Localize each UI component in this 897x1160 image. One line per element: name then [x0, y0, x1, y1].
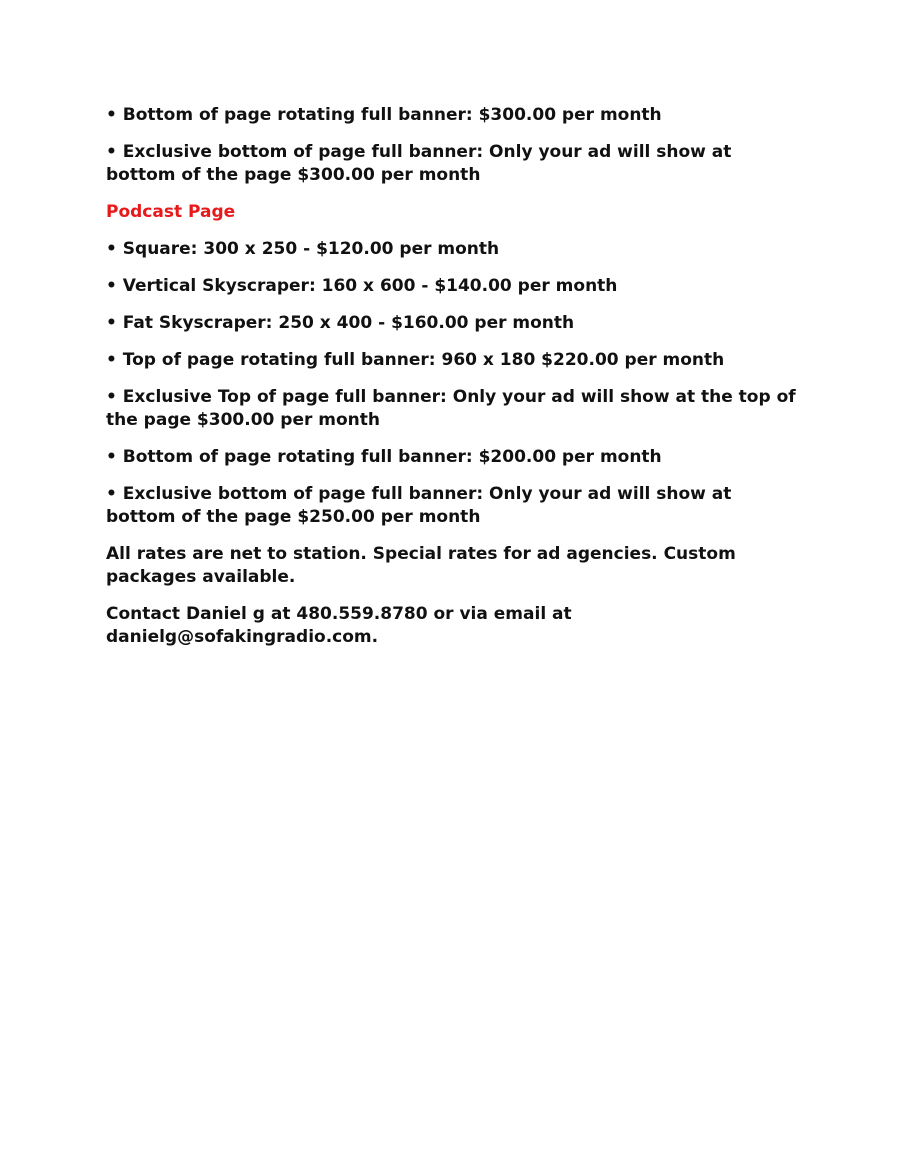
- list-item: • Fat Skyscraper: 250 x 400 - $160.00 per month: [106, 313, 575, 333]
- list-item: • Exclusive bottom of page full banner: Only your ad will show at bottom of the page $300.00 per month: [106, 142, 732, 185]
- list-item: • Exclusive bottom of page full banner: Only your ad will show at bottom of the page $250.00 per month: [106, 484, 732, 527]
- contact-info: [106, 603, 806, 649]
- list-item: • Vertical Skyscraper: 160 x 600 - $140.00 per month: [106, 276, 618, 296]
- rates-note: All rates are net to station. Special rates for ad agencies. Custom packages available.: [106, 544, 736, 587]
- contact-email: danielg@sofakingradio.com.: [106, 627, 379, 647]
- list-item: • Square: 300 x 250 - $120.00 per month: [106, 239, 500, 259]
- list-item: • Bottom of page rotating full banner: $200.00 per month: [106, 447, 662, 467]
- list-item: • Bottom of page rotating full banner: $300.00 per month: [106, 105, 662, 125]
- list-item: • Exclusive Top of page full banner: Only your ad will show at the top of the page $300.00 per month: [106, 387, 796, 430]
- document-page: [106, 104, 806, 663]
- section-heading-podcast-page: Podcast Page: [106, 202, 236, 222]
- contact-line: Contact Daniel g at 480.559.8780 or via email at: [106, 604, 572, 624]
- list-item: • Top of page rotating full banner: 960 x 180 $220.00 per month: [106, 350, 725, 370]
